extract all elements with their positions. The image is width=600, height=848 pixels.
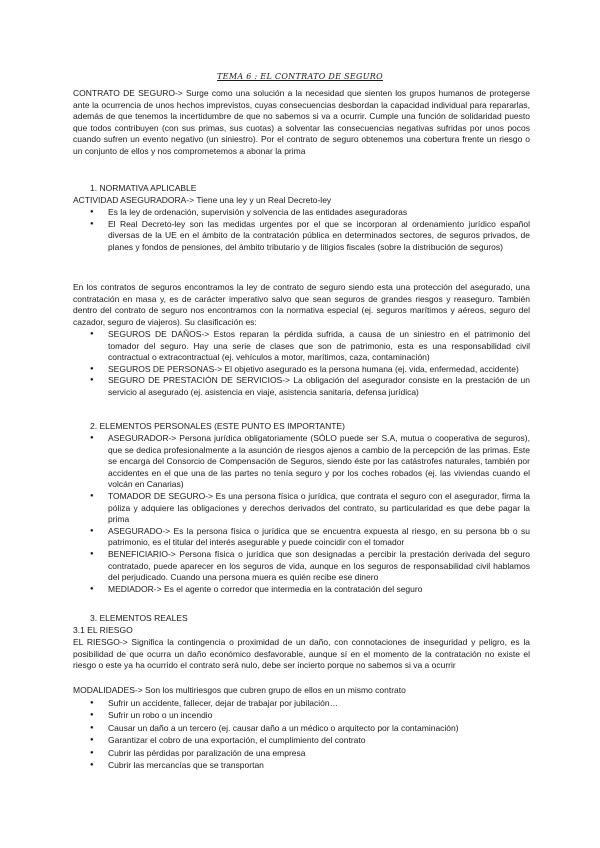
list-item: ● SEGUROS DE PERSONAS-> El objetivo asegurado es la persona humana (ej. vida, enfermedad, accidente) <box>90 364 530 376</box>
page-title: TEMA 6 : EL CONTRATO DE SEGURO <box>217 72 383 81</box>
modalidades-list <box>90 697 530 771</box>
intro-paragraph: CONTRATO DE SEGURO-> Surge como una solución a la necesidad que sienten los grupos humanos de protegerse ante la ocurrencia de unos hechos imprevistos, cuyas consecuencias desbordan la capacidad individual para repararlas, además de que tenemos la incertidumbre de que no sabemos si va a ocurrir. Cumple una función de solidaridad puesto que todos contribuyen (con sus primas, sus cuotas) a solventar las consecuencias negativas sufridas por unos pocos cuando sufren un evento negativo (un siniestro). Por el contrato de seguro obtenemos una cobertura frente un riesgo o un conjunto de ellos y nos comprometemos a abonar la prima <box>73 88 530 156</box>
modalidades-line: MODALIDADES-> Son los multiriesgos que cubren grupo de ellos en un mismo contrato <box>73 685 406 695</box>
list-item: ● ASEGURADOR-> Persona jurídica obligatoriamente (SÓLO puede ser S.A, mutua o cooperativa de seguros), que se dedica profesionalmente a la asunción de riesgos ajenos a cambio de la percepción de las primas. Este se encarga del Consorcio de Compensación de Seguros, siendo éste por las catástrofes naturales, también por accidentes en el que una de las partes no tenía seguro y por los coches robados (ej. las viviendas cuando el volcán en Canarias) <box>90 433 530 491</box>
section1-heading: 1. NORMATIVA APLICABLE <box>90 183 197 193</box>
list-item: ● Sufrir un robo o un incendio <box>90 709 530 721</box>
list-item: ● Es la ley de ordenación, supervisión y solvencia de las entidades aseguradoras <box>90 207 530 219</box>
list-item: ● Causar un daño a un tercero (ej. causar daño a un médico o arquitecto por la contaminación) <box>90 722 530 734</box>
list-item: ● SEGURO DE PRESTACIÓN DE SERVICIOS-> La obligación del asegurador consiste en la prestación de un servicio al asegurado (ej. asistencia en viaje, asistencia sanitaria, defensa jurídica) <box>90 375 530 398</box>
classification-list <box>90 329 530 399</box>
contract-paragraph: En los contratos de seguros encontramos la ley de contrato de seguro siendo esta una protección del asegurado, una contratación en masa y, es de carácter imperativo salvo que sean seguros de grandes riesgos y reaseguro. También dentro del contrato de seguro nos encontramos con la normativa especial (ej. seguros marítimos y aéreos, seguro del cazador, seguro de viajeros). Su clasificación es: <box>73 282 530 327</box>
list-item: ● ASEGURADO-> Es la persona física o jurídica que se encuentra expuesta al riesgo, en su persona bb o su patrimonio, es el titular del interés asegurable y puede coincidir con el tomador <box>90 526 530 549</box>
section2-heading: 2. ELEMENTOS PERSONALES (ESTE PUNTO ES IMPORTANTE) <box>90 421 345 431</box>
section1-bullets <box>90 207 530 253</box>
list-item: ● Cubrir las pérdidas por paralización de una empresa <box>90 747 530 759</box>
section3-heading: 3. ELEMENTOS REALES <box>90 613 188 623</box>
list-item: ● TOMADOR DE SEGURO-> Es una persona física o jurídica, que contrata el seguro con el asegurador, firma la póliza y adquiere las obligaciones y derechos derivados del contrato, su particularidad es que debe pagar la prima <box>90 491 530 526</box>
list-item: ● El Real Decreto-ley son las medidas urgentes por el que se incorporan al ordenamiento jurídico español diversas de la UE en el ámbito de la contratación pública en determinados sectores, de seguros privados, de planes y fondos de pensiones, del ámbito tributario y de litigios fiscales (sobre la distribución de seguros) <box>90 219 530 254</box>
list-item: ● Cubrir las mercancías que se transportan <box>90 759 530 771</box>
list-item: ● SEGUROS DE DAÑOS-> Estos reparan la pérdida sufrida, a causa de un siniestro en el patrimonio del tomador del seguro. Hay una serie de clases que son de patrimonio, esta es una responsabilidad civil contractual o extracontractual (ej. vehículos a motor, marítimos, caza, contaminación) <box>90 329 530 364</box>
section2-bullets <box>90 433 530 595</box>
list-item: ● BENEFICIARIO-> Persona física o jurídica que son designadas a percibir la prestación derivada del seguro contratado, puede aparecer en los seguros de vida, aunque en los seguros de responsabilidad civil hablamos del perjudicado. Cuando una persona muera es quién recibe ese dinero <box>90 549 530 584</box>
riesgo-paragraph: EL RIESGO-> Significa la contingencia o proximidad de un daño, con connotaciones de inseguridad y peligro, es la posibilidad de que ocurra un daño económico desfavorable, aunque sí en el momento de la contratación no existe el riesgo o este ya ha ocurrido el contrato será nulo, debe ser incierto porque no sabemos si va a ocurrir <box>73 637 530 671</box>
section1-subheading: ACTIVIDAD ASEGURADORA-> Tiene una ley y un Real Decreto-ley <box>73 195 332 205</box>
list-item: ● MEDIADOR-> Es el agente o corredor que intermedia en la contratación del seguro <box>90 584 530 596</box>
list-item: ● Sufrir un accidente, fallecer, dejar de trabajar por jubilación… <box>90 697 530 709</box>
section3-subheading: 3.1 EL RIESGO <box>73 625 133 635</box>
list-item: ● Garantizar el cobro de una exportación, el cumplimiento del contrato <box>90 734 530 746</box>
